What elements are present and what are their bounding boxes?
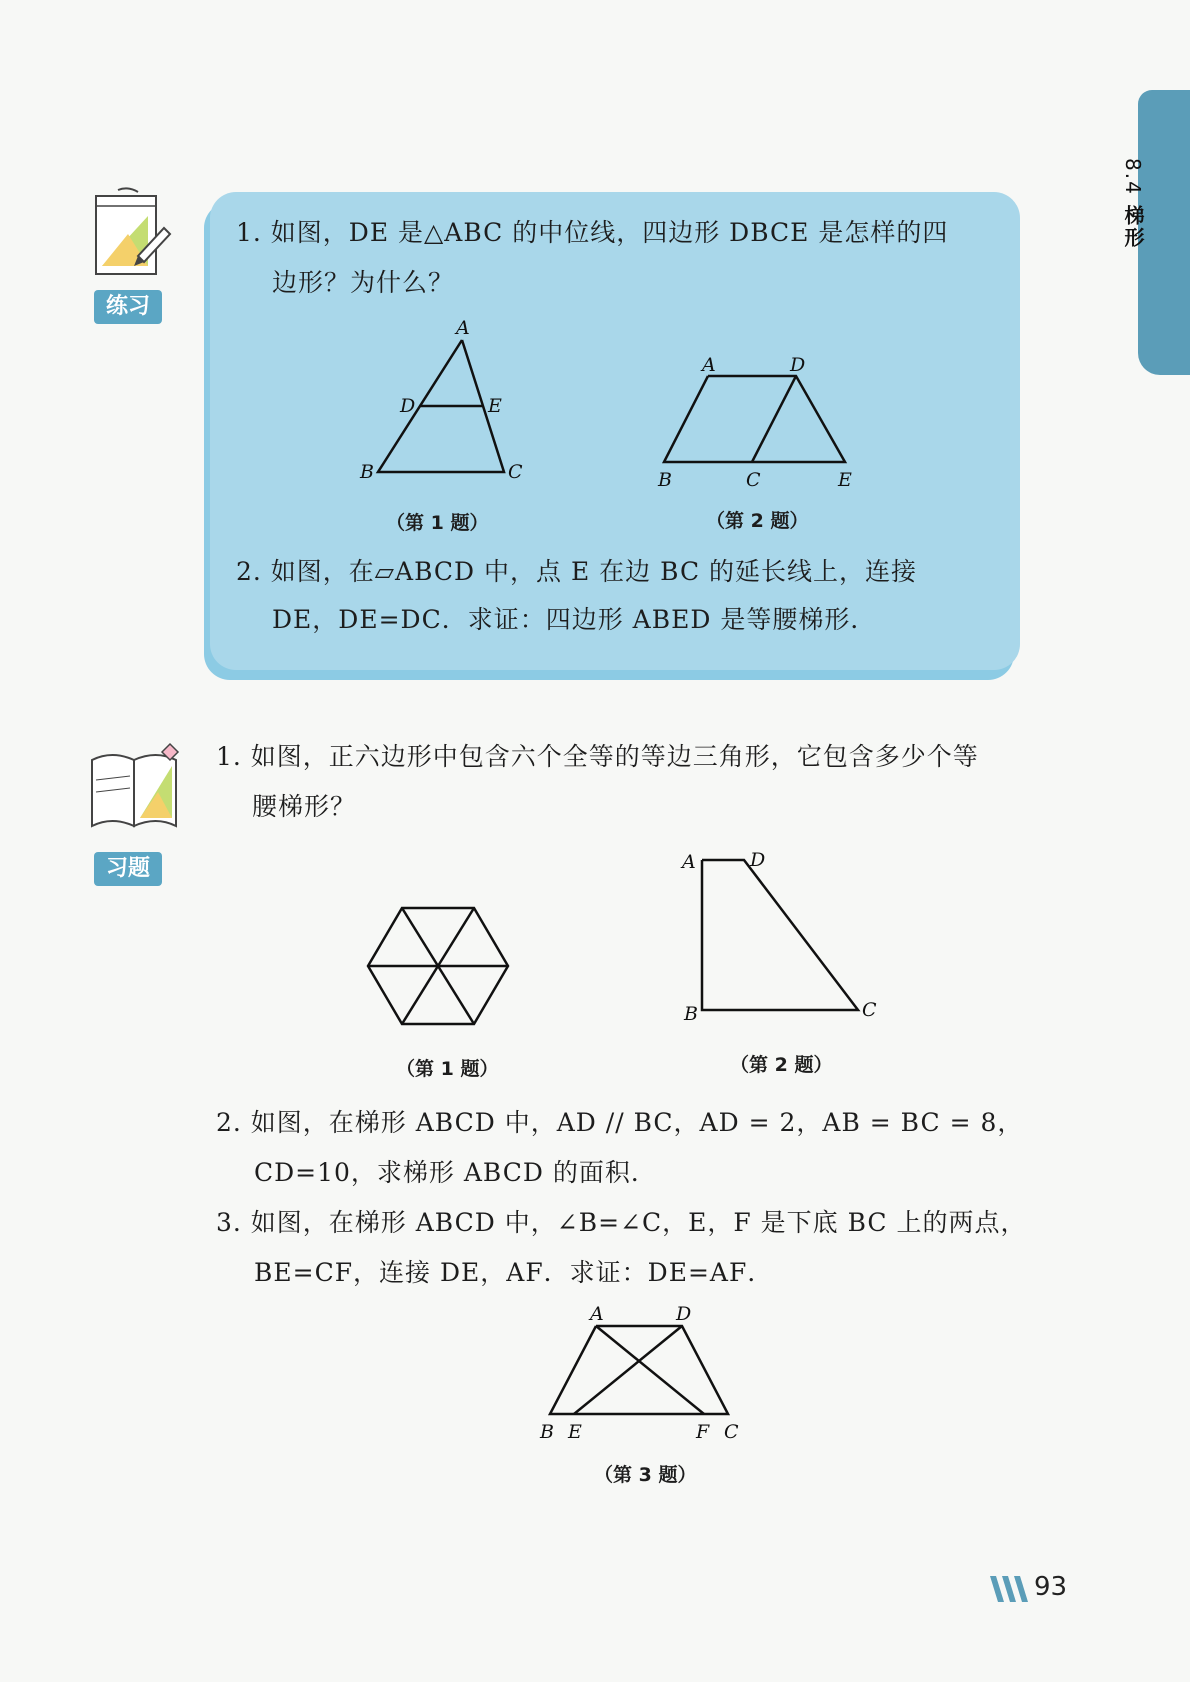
exercise-fig3-label-f: F <box>696 1421 710 1443</box>
exercises-badge: 习题 <box>94 852 162 886</box>
practice-figure-2-caption: （第 2 题） <box>706 510 809 532</box>
fig1-label-b: B <box>360 461 374 483</box>
section-number: 8.4 <box>1121 158 1145 196</box>
practice-figure-2 <box>650 354 870 493</box>
section-title: 梯形 <box>1121 204 1145 249</box>
fig1-label-a: A <box>456 318 470 339</box>
exercise-figure-1 <box>366 900 512 1034</box>
exercise-fig2-label-b: B <box>684 1003 698 1025</box>
exercise-figure-2 <box>680 848 890 1032</box>
side-tab-label <box>1108 158 1148 249</box>
fig1-label-e: E <box>488 395 502 417</box>
page-number-decoration-icon <box>988 1574 1032 1608</box>
fig2-label-b: B <box>658 469 672 489</box>
page-number: 93 <box>1034 1572 1068 1602</box>
exercise-figure-2-caption: （第 2 题） <box>730 1054 833 1076</box>
exercise-fig3-label-b: B <box>540 1421 554 1443</box>
exercise-question-3-line-2: BE=CF，连接 DE，AF．求证：DE=AF． <box>254 1258 774 1287</box>
exercise-figure-3-caption: （第 3 题） <box>594 1464 697 1486</box>
exercise-fig2-label-c: C <box>862 999 877 1021</box>
exercise-fig2-label-d: D <box>750 849 766 871</box>
exercise-fig3-label-c: C <box>724 1421 739 1443</box>
exercise-fig3-label-d: D <box>676 1306 692 1325</box>
fig1-label-d: D <box>400 395 416 417</box>
fig2-label-c: C <box>746 469 761 489</box>
practice-question-1-line-1: 1. 如图，DE 是△ABC 的中位线，四边形 DBCE 是怎样的四 <box>236 218 949 247</box>
practice-figure-1-caption: （第 1 题） <box>386 512 489 534</box>
practice-notebook-icon <box>88 186 172 286</box>
fig2-label-d: D <box>790 354 806 376</box>
exercise-figure-1-caption: （第 1 题） <box>396 1058 499 1080</box>
exercise-fig2-label-a: A <box>682 851 696 873</box>
exercises-book-icon <box>86 740 182 840</box>
exercise-question-2-line-1: 2. 如图，在梯形 ABCD 中，AD // BC，AD = 2，AB = BC = 8， <box>216 1108 1024 1137</box>
exercise-figure-3 <box>536 1306 746 1450</box>
exercise-fig3-label-e: E <box>568 1421 582 1443</box>
exercise-question-3-line-1: 3. 如图，在梯形 ABCD 中，∠B=∠C，E，F 是下底 BC 上的两点， <box>216 1208 1027 1237</box>
exercise-fig3-label-a: A <box>590 1306 604 1325</box>
exercise-question-2-line-2: CD=10，求梯形 ABCD 的面积． <box>254 1158 657 1187</box>
fig1-label-c: C <box>508 461 523 483</box>
fig2-label-e: E <box>838 469 852 489</box>
practice-badge: 练习 <box>94 290 162 324</box>
practice-figure-1 <box>358 318 528 492</box>
practice-question-2-line-1: 2. 如图，在▱ABCD 中，点 E 在边 BC 的延长线上，连接 <box>236 557 918 586</box>
practice-question-1-line-2: 边形？为什么？ <box>272 268 455 297</box>
practice-question-2-line-2: DE，DE=DC．求证：四边形 ABED 是等腰梯形． <box>272 605 877 634</box>
exercise-question-1-line-1: 1. 如图，正六边形中包含六个全等的等边三角形，它包含多少个等 <box>216 742 979 771</box>
fig2-label-a: A <box>702 354 716 376</box>
exercise-question-1-line-2: 腰梯形？ <box>252 792 357 821</box>
